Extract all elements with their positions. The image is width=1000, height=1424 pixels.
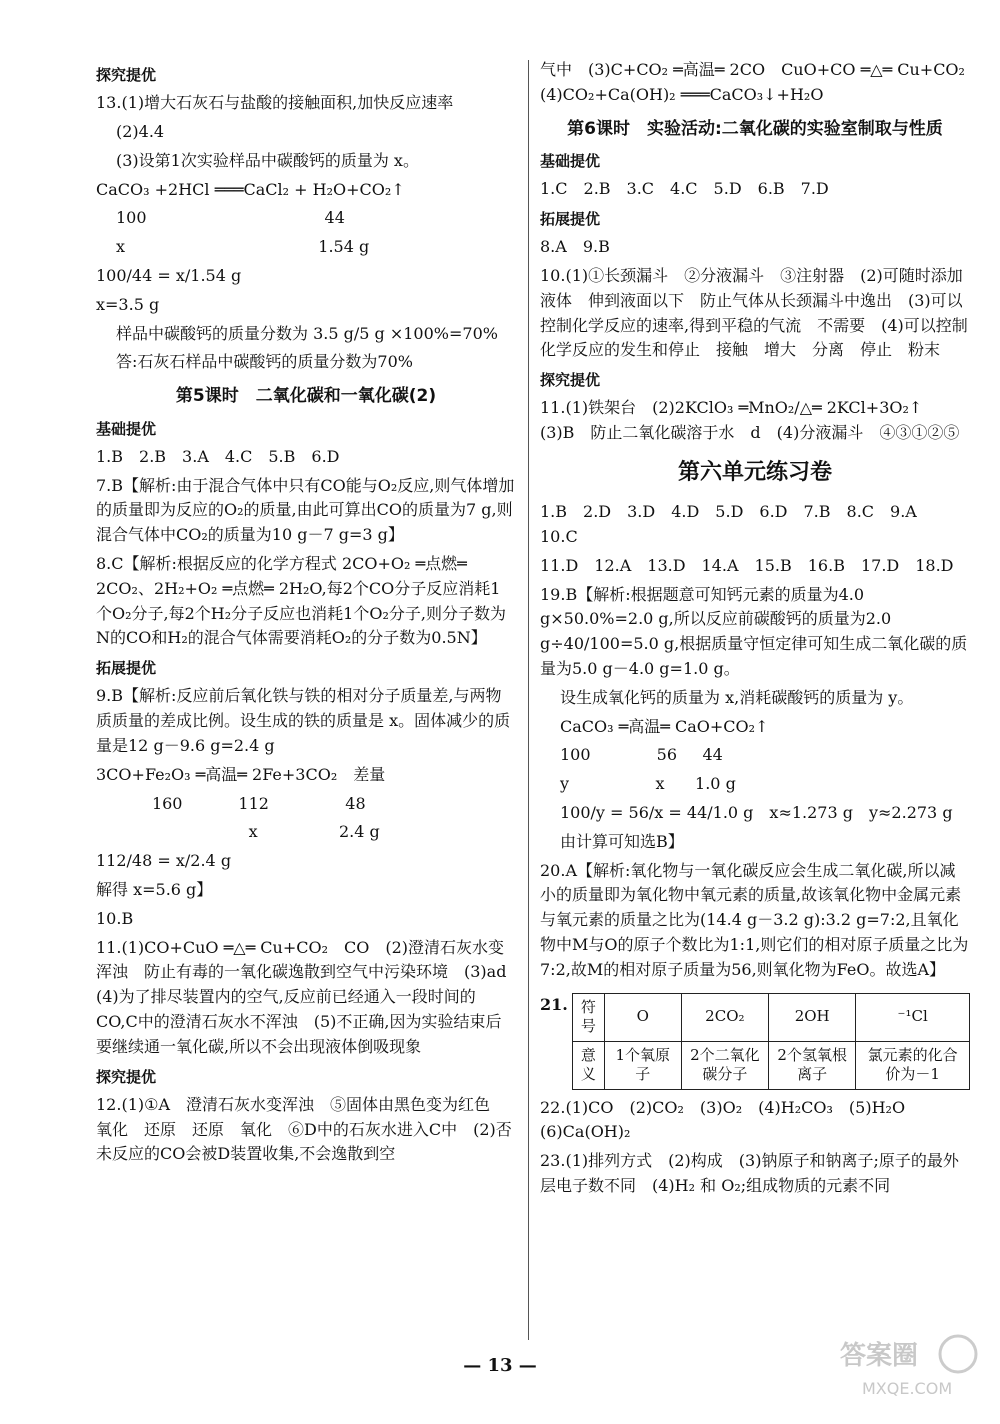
- section-heading: 探究提优: [540, 371, 601, 390]
- q13-line: (2)4.4: [116, 122, 165, 142]
- column-divider: [528, 60, 529, 1340]
- answer-q10: 10.B: [96, 908, 134, 928]
- q9-line: 112/48 = x/2.4 g: [96, 851, 232, 871]
- q13-line: 100/44 = x/1.54 g: [96, 266, 242, 286]
- answer-q10: 10.(1)①长颈漏斗 ②分液漏斗 ③注射器 (2)可随时添加液体 伸到液面以下 防止气体从长颈漏斗中逸出 (3)可以控制化学反应的速率,得到平稳的气流 不需要 (4)可以控制化学反应的发生和停止 接触 增大 分离 停止 粉末: [540, 266, 968, 360]
- section-heading: 探究提优: [96, 1067, 157, 1086]
- answer-q11: 11.(1)铁架台 (2)2KClO₃ ═MnO₂/△═ 2KCl+3O₂↑ (3)B 防止二氧化碳溶于水 d (4)分液漏斗 ④③①②⑤: [540, 398, 960, 443]
- table-cell: 2CO₂: [681, 993, 768, 1041]
- q9-line: x 2.4 g: [96, 822, 380, 842]
- q13-line: 100 44: [116, 208, 345, 228]
- q19-line: y x 1.0 g: [560, 774, 736, 794]
- unit-title: 第六单元练习卷: [677, 460, 832, 486]
- answer-q12: 12.(1)①A 澄清石灰水变浑浊 ⑤固体由黑色变为红色 氧化 还原 还原 氧化 ⑥D中的石灰水进入C中 (2)否 未反应的CO会被D装置收集,不会逸散到空: [96, 1094, 528, 1164]
- table-cell: 2个二氧化碳分子: [681, 1041, 768, 1089]
- q21-label: 21.: [540, 994, 568, 1014]
- answer-line: 8.A 9.B: [540, 237, 610, 257]
- section-heading: 基础提优: [540, 151, 601, 170]
- table-row: [572, 1041, 969, 1089]
- table-cell: 氯元素的化合价为－1: [856, 1041, 970, 1089]
- answer-q8: 8.C【解析:根据反应的化学方程式 2CO+O₂ ═点燃═ 2CO₂、2H₂+O₂ ═点燃═ 2H₂O,每2个CO分子反应消耗1个O₂分子,每2个H₂分子反应也消耗1个O₂分子,则分子数为N的CO和H₂的混合气体需要消耗O₂的分子数为0.5N】: [96, 554, 506, 648]
- q9-line: 160 112 48: [96, 793, 366, 813]
- answer-q23: 23.(1)排列方式 (2)构成 (3)钠原子和钠离子;原子的最外层电子数不同 (4)H₂ 和 O₂;组成物质的元素不同: [540, 1151, 959, 1195]
- svg-text:答案圈: 答案圈: [840, 1341, 919, 1371]
- q13-equation: CaCO₃ +2HCl ═══CaCl₂ + H₂O+CO₂↑: [96, 179, 405, 199]
- q12-continued: 气中 (3)C+CO₂ ═高温═ 2CO CuO+CO ═△═ Cu+CO₂ (4)CO₂+Ca(OH)₂ ═══CaCO₃↓+H₂O: [540, 60, 981, 104]
- answer-line: 1.B 2.D 3.D 4.D 5.D 6.D 7.B 8.C 9.A 10.C: [540, 502, 933, 546]
- answer-q7: 7.B【解析:由于混合气体中只有CO能与O₂反应,则气体增加的质量即为反应的O₂的质量,由此可算出CO的质量为7 g,则混合气体中CO₂的质量为10 g－7 g=3 g】: [96, 475, 515, 545]
- q13-line: x 1.54 g: [116, 237, 370, 257]
- q21-block: [540, 987, 970, 1096]
- table-cell: 符号: [572, 993, 604, 1041]
- watermark-logo: [832, 1328, 982, 1408]
- q19-line: 设生成氧化钙的质量为 x,消耗碳酸钙的质量为 y。: [560, 687, 914, 707]
- answer-q20: 20.A【解析:氧化物与一氧化碳反应会生成二氧化碳,所以减小的质量即为氧化物中氧元素的质量,故该氧化物中金属元素与氧元素的质量之比为(14.4 g－3.2 g):3.2 g=7:2,且氧化物中M与O的原子个数比为1:1,则它们的相对原子质量之比为7:2,故M的相对原子质量为56,则氧化物为FeO。故选A】: [540, 860, 969, 979]
- answer-q9: 9.B【解析:反应前后氧化铁与铁的相对分子质量差,与两物质质量的差成比例。设生成的铁的质量是 x。固体减少的质量是12 g－9.6 g=2.4 g: [96, 686, 511, 756]
- table-cell: ⁻¹Cl: [856, 993, 970, 1041]
- answer-line: 1.C 2.B 3.C 4.C 5.D 6.B 7.D: [540, 179, 829, 199]
- answer-line: 1.B 2.B 3.A 4.C 5.B 6.D: [96, 446, 340, 466]
- section-heading: 基础提优: [96, 419, 157, 438]
- q19-equation: CaCO₃ ═高温═ CaO+CO₂↑: [560, 716, 769, 736]
- answer-q11: 11.(1)CO+CuO ═△═ Cu+CO₂ CO (2)澄清石灰水变浑浊 防止有毒的一氧化碳逸散到空气中污染环境 (3)ad (4)为了排尽装置内的空气,反应前已经通入一段时间的CO,C中的澄清石灰水不浑浊 (5)不正确,因为实验结束后要继续通一氧化碳,所以不会出现液体倒吸现象: [96, 937, 523, 1056]
- left-column: [96, 58, 528, 1171]
- table-cell: 2个氢氧根离子: [769, 1041, 856, 1089]
- q13-line: (3)设第1次实验样品中碳酸钙的质量为 x。: [116, 150, 419, 170]
- section-heading: 探究提优: [96, 66, 157, 84]
- table-cell: O: [604, 993, 681, 1041]
- symbol-table: [572, 993, 970, 1090]
- answer-line: 11.D 12.A 13.D 14.A 15.B 16.B 17.D 18.D: [540, 555, 954, 575]
- q13-line: 13.(1)增大石灰石与盐酸的接触面积,加快反应速率: [96, 93, 454, 113]
- answer-q22: 22.(1)CO (2)CO₂ (3)O₂ (4)H₂CO₃ (5)H₂O (6)Ca(OH)₂: [540, 1097, 922, 1142]
- right-column: [540, 58, 981, 1203]
- q13-line: 答:石灰石样品中碳酸钙的质量分数为70%: [116, 352, 413, 372]
- lesson-title: 第5课时 二氧化碳和一氧化碳(2): [175, 386, 437, 407]
- section-heading: 拓展提优: [540, 209, 601, 228]
- lesson-title: 第6课时 实验活动:二氧化碳的实验室制取与性质: [567, 118, 943, 139]
- q13-line: x=3.5 g: [96, 294, 160, 314]
- q9-line: 解得 x=5.6 g】: [96, 880, 213, 900]
- watermark-icon: [832, 1328, 982, 1408]
- answer-q19: 19.B【解析:根据题意可知钙元素的质量为4.0 g×50.0%=2.0 g,所以反应前碳酸钙的质量为2.0 g÷40/100=5.0 g,根据质量守恒定律可知生成二氧化碳的质量为5.0 g－4.0 g=1.0 g。: [540, 584, 968, 678]
- page-number: — 13 —: [463, 1355, 537, 1376]
- q19-line: 由计算可知选B】: [560, 831, 684, 851]
- q19-line: 100/y = 56/x = 44/1.0 g x≈1.273 g y≈2.273 g: [560, 802, 953, 822]
- section-heading: 拓展提优: [96, 659, 157, 678]
- table-cell: 2OH: [769, 993, 856, 1041]
- table-cell: 1个氧原子: [604, 1041, 681, 1089]
- q9-equation: 3CO+Fe₂O₃ ═高温═ 2Fe+3CO₂ 差量: [96, 764, 386, 784]
- svg-text:MXQE.COM: MXQE.COM: [862, 1379, 953, 1398]
- q13-line: 样品中碳酸钙的质量分数为 3.5 g/5 g ×100%=70%: [116, 323, 498, 343]
- q19-line: 100 56 44: [560, 745, 723, 765]
- table-cell: 意义: [572, 1041, 604, 1089]
- table-header-row: [572, 993, 969, 1041]
